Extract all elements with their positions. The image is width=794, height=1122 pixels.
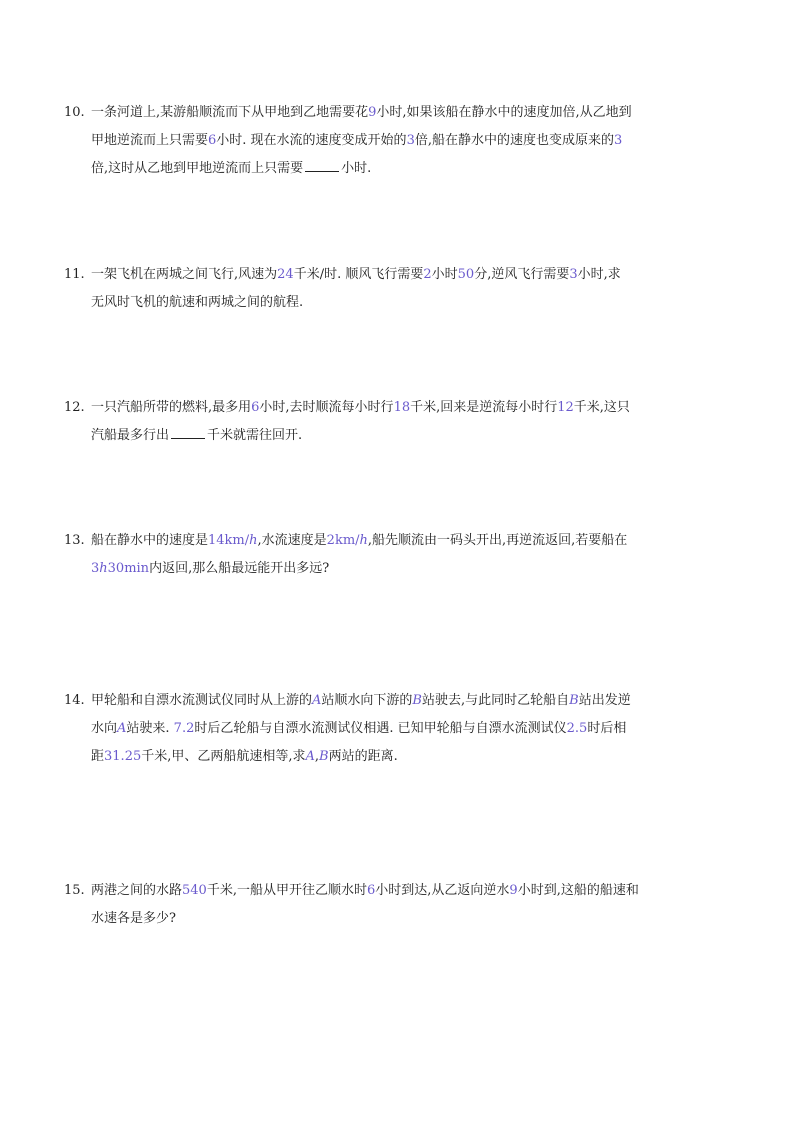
problem-14 — [64, 687, 744, 771]
problem-number: 13. — [64, 533, 85, 548]
problem-line — [64, 743, 744, 771]
problem-text: ,船先顺流由一码头开出,再逆流返回,若要船在 — [367, 533, 628, 548]
problem-line — [64, 555, 744, 583]
problem-text: 站顺水向下游的 — [321, 693, 413, 708]
problem-line — [64, 877, 744, 905]
problem-text: 小时. — [341, 161, 372, 176]
problem-text: 千米,甲、乙两船航速相等,求 — [141, 749, 306, 764]
problem-number: 11. — [64, 267, 85, 282]
problem-text: , — [314, 749, 320, 764]
math-value: B — [412, 693, 422, 708]
problem-line — [64, 394, 744, 422]
problem-text: 小时到,这船的船速和 — [517, 883, 639, 898]
problem-text: 小时到达,从乙返向逆水 — [375, 883, 510, 898]
problem-text: 小时 — [431, 267, 458, 282]
answer-blank — [305, 157, 339, 172]
problem-text: 距 — [91, 749, 105, 764]
problem-number: 10. — [64, 105, 85, 120]
problem-line — [64, 155, 744, 183]
math-value: 6 — [251, 400, 260, 415]
math-value: 6 — [208, 133, 217, 148]
problem-text: 小时,去时顺流每小时行 — [259, 400, 394, 415]
problem-text: 一只汽船所带的燃料,最多用 — [91, 400, 252, 415]
problem-15 — [64, 877, 744, 933]
math-value: B — [319, 749, 329, 764]
problem-line — [64, 289, 744, 317]
problem-text: 千米就需往回开. — [207, 428, 303, 443]
math-value: h — [99, 561, 108, 576]
problem-text: 千米,一船从甲开往乙顺水时 — [206, 883, 367, 898]
problem-number: 14. — [64, 693, 85, 708]
math-value: 2km/ — [326, 533, 360, 548]
problem-text: 汽船最多行出 — [91, 428, 170, 443]
problem-text: 时后相 — [587, 721, 627, 736]
math-value: 6 — [366, 883, 376, 898]
problem-text: 甲轮船和自漂水流测试仪同时从上游的 — [91, 693, 313, 708]
math-value: 9 — [368, 105, 377, 120]
problem-text: 小时,求 — [577, 267, 621, 282]
math-value: 12 — [557, 400, 574, 415]
problem-text: 倍,这时从乙地到甲地逆流而上只需要 — [91, 161, 304, 176]
problem-text: 站驶来. — [126, 721, 174, 736]
problem-line — [64, 422, 744, 450]
problem-line — [64, 527, 744, 555]
answer-blank — [171, 424, 205, 439]
math-value: 24 — [277, 267, 294, 282]
math-value: 3 — [406, 133, 415, 148]
problem-text: 一架飞机在两城之间飞行,风速为 — [91, 267, 278, 282]
math-value: 3 — [569, 267, 578, 282]
problem-text: 倍,船在静水中的速度也变成原来的 — [414, 133, 614, 148]
problem-12 — [64, 394, 744, 450]
problem-text: 千米,回来是逆流每小时行 — [410, 400, 558, 415]
problem-text: 千米,这只 — [573, 400, 630, 415]
math-value: 2 — [423, 267, 432, 282]
math-value: h — [359, 533, 368, 548]
math-value: h — [249, 533, 258, 548]
math-value: 30min — [107, 561, 150, 576]
problem-number: 12. — [64, 400, 85, 415]
problem-text: 站出发逆 — [578, 693, 631, 708]
problem-text: 小时. 现在水流的速度变成开始的 — [216, 133, 407, 148]
problem-text: 时后乙轮船与自漂水流测试仪相遇. 已知甲轮船与自漂水流测试仪 — [194, 721, 567, 736]
problem-11 — [64, 261, 744, 317]
math-value: 540 — [182, 883, 207, 898]
problem-text: 一条河道上,某游船顺流而下从甲地到乙地需要花 — [91, 105, 369, 120]
problem-text: 水速各是多少? — [91, 911, 176, 926]
problem-10 — [64, 99, 744, 183]
problem-number: 15. — [64, 883, 85, 898]
math-value: A — [117, 721, 127, 736]
math-value: 18 — [393, 400, 411, 415]
math-value: A — [305, 749, 315, 764]
problem-text: 船在静水中的速度是 — [91, 533, 209, 548]
problem-text: 千米/时. 顺风飞行需要 — [293, 267, 424, 282]
problem-text: 小时,如果该船在静水中的速度加倍,从乙地到 — [376, 105, 632, 120]
problem-text: 分,逆风飞行需要 — [474, 267, 570, 282]
problem-text: 两站的距离. — [328, 749, 398, 764]
math-value: 2.5 — [566, 721, 588, 736]
problem-text: 站驶去,与此同时乙轮船自 — [421, 693, 570, 708]
problem-text: 两港之间的水路 — [91, 883, 183, 898]
problem-line — [64, 905, 744, 933]
problem-line — [64, 687, 744, 715]
problem-line — [64, 127, 744, 155]
problem-text: ,水流速度是 — [257, 533, 327, 548]
problem-13 — [64, 527, 744, 583]
math-value: 3 — [613, 133, 623, 148]
math-value: 9 — [509, 883, 518, 898]
math-value: B — [569, 693, 579, 708]
math-value: 31.25 — [104, 749, 142, 764]
problem-text: 水向 — [91, 721, 118, 736]
problem-text: 无风时飞机的航速和两城之间的航程. — [91, 295, 304, 310]
math-value: A — [312, 693, 322, 708]
problem-line — [64, 99, 744, 127]
problem-text: 甲地逆流而上只需要 — [91, 133, 209, 148]
math-value: 50 — [457, 267, 475, 282]
problem-line — [64, 261, 744, 289]
math-value: 7.2 — [173, 721, 195, 736]
math-value: 3 — [91, 561, 100, 576]
problem-text: 内返回,那么船最远能开出多远? — [149, 561, 330, 576]
math-value: 14km/ — [208, 533, 250, 548]
problem-line — [64, 715, 744, 743]
